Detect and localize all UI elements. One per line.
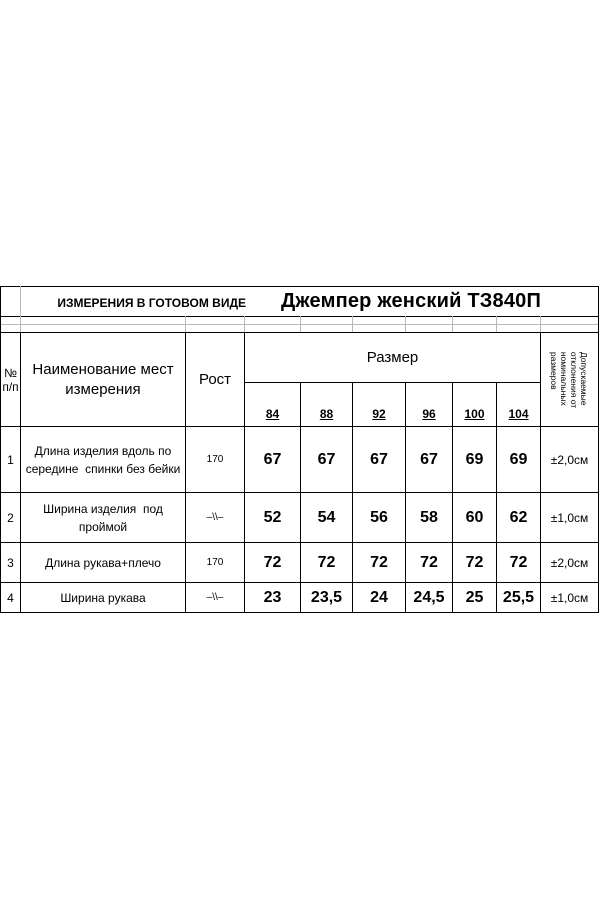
measurement-name: Длина изделия вдоль по середине спинки без бейки bbox=[25, 443, 181, 476]
row-number: 4 bbox=[7, 590, 14, 605]
row-height-value: –\\– bbox=[206, 592, 224, 603]
size-label-100: 100 bbox=[464, 406, 485, 421]
grid-line bbox=[244, 316, 245, 332]
measurements-heading: ИЗМЕРЕНИЯ В ГОТОВОМ ВИДЕ bbox=[57, 296, 246, 310]
measurement-name: Ширина изделия под проймой bbox=[43, 501, 163, 534]
grid-line bbox=[540, 316, 541, 332]
column-height-header: Рост bbox=[198, 370, 232, 388]
measurement-name: Ширина рукава bbox=[60, 590, 146, 605]
measurement-name: Длина рукава+плечо bbox=[45, 555, 161, 570]
size-value-cell: 72 bbox=[465, 553, 484, 571]
tolerance-value: ±2,0см bbox=[550, 452, 589, 467]
grid-line bbox=[352, 316, 353, 332]
tolerance-value: ±1,0см bbox=[550, 510, 589, 525]
size-label-88: 88 bbox=[319, 406, 334, 421]
size-value-cell: 24,5 bbox=[413, 588, 445, 606]
size-value-cell: 72 bbox=[509, 553, 528, 571]
size-value-cell: 23 bbox=[263, 588, 282, 606]
row-height-value: 170 bbox=[206, 454, 224, 465]
column-name-header: Наименование мест измерения bbox=[32, 360, 174, 398]
tolerance-header-text: Допускаемые отклонения от номинальных размеров bbox=[549, 351, 590, 408]
grid-line bbox=[452, 316, 453, 332]
size-value-cell: 60 bbox=[465, 508, 484, 526]
size-value-cell: 56 bbox=[370, 508, 388, 526]
size-value-cell: 58 bbox=[420, 508, 438, 526]
row-number: 2 bbox=[7, 510, 14, 525]
size-value-cell: 25,5 bbox=[502, 588, 535, 606]
size-value-cell: 25 bbox=[465, 588, 484, 606]
size-value-cell: 23,5 bbox=[310, 588, 343, 606]
size-value-cell: 54 bbox=[317, 508, 336, 526]
size-label-104: 104 bbox=[508, 406, 529, 421]
grid-line bbox=[185, 316, 186, 332]
size-group-header: Размер bbox=[366, 348, 419, 366]
product-title: Джемпер женский ТЗ840П bbox=[280, 289, 542, 312]
column-number-header: № п/п bbox=[2, 365, 19, 394]
size-label-96: 96 bbox=[422, 406, 436, 421]
grid-line bbox=[496, 316, 497, 332]
row-number: 1 bbox=[7, 452, 14, 467]
measurement-table bbox=[0, 286, 599, 614]
size-value-cell: 67 bbox=[317, 450, 336, 468]
size-value-cell: 72 bbox=[420, 553, 438, 571]
size-value-cell: 72 bbox=[317, 553, 336, 571]
row-height-value: –\\– bbox=[206, 512, 224, 523]
size-value-cell: 72 bbox=[370, 553, 388, 571]
row-height-value: 170 bbox=[206, 557, 224, 568]
grid-line bbox=[405, 316, 406, 332]
size-value-cell: 67 bbox=[420, 450, 438, 468]
tolerance-value: ±2,0см bbox=[550, 555, 589, 570]
size-value-cell: 67 bbox=[263, 450, 282, 468]
size-value-cell: 52 bbox=[263, 508, 282, 526]
size-value-cell: 67 bbox=[370, 450, 388, 468]
size-value-cell: 69 bbox=[465, 450, 484, 468]
tolerance-value: ±1,0см bbox=[550, 590, 589, 605]
size-label-92: 92 bbox=[372, 406, 386, 421]
size-value-cell: 62 bbox=[509, 508, 528, 526]
column-tolerance-header bbox=[541, 333, 598, 426]
size-value-cell: 24 bbox=[370, 588, 388, 606]
row-number: 3 bbox=[7, 555, 14, 570]
size-value-cell: 69 bbox=[509, 450, 528, 468]
size-value-cell: 72 bbox=[263, 553, 282, 571]
size-label-84: 84 bbox=[265, 406, 280, 421]
grid-line bbox=[300, 316, 301, 332]
